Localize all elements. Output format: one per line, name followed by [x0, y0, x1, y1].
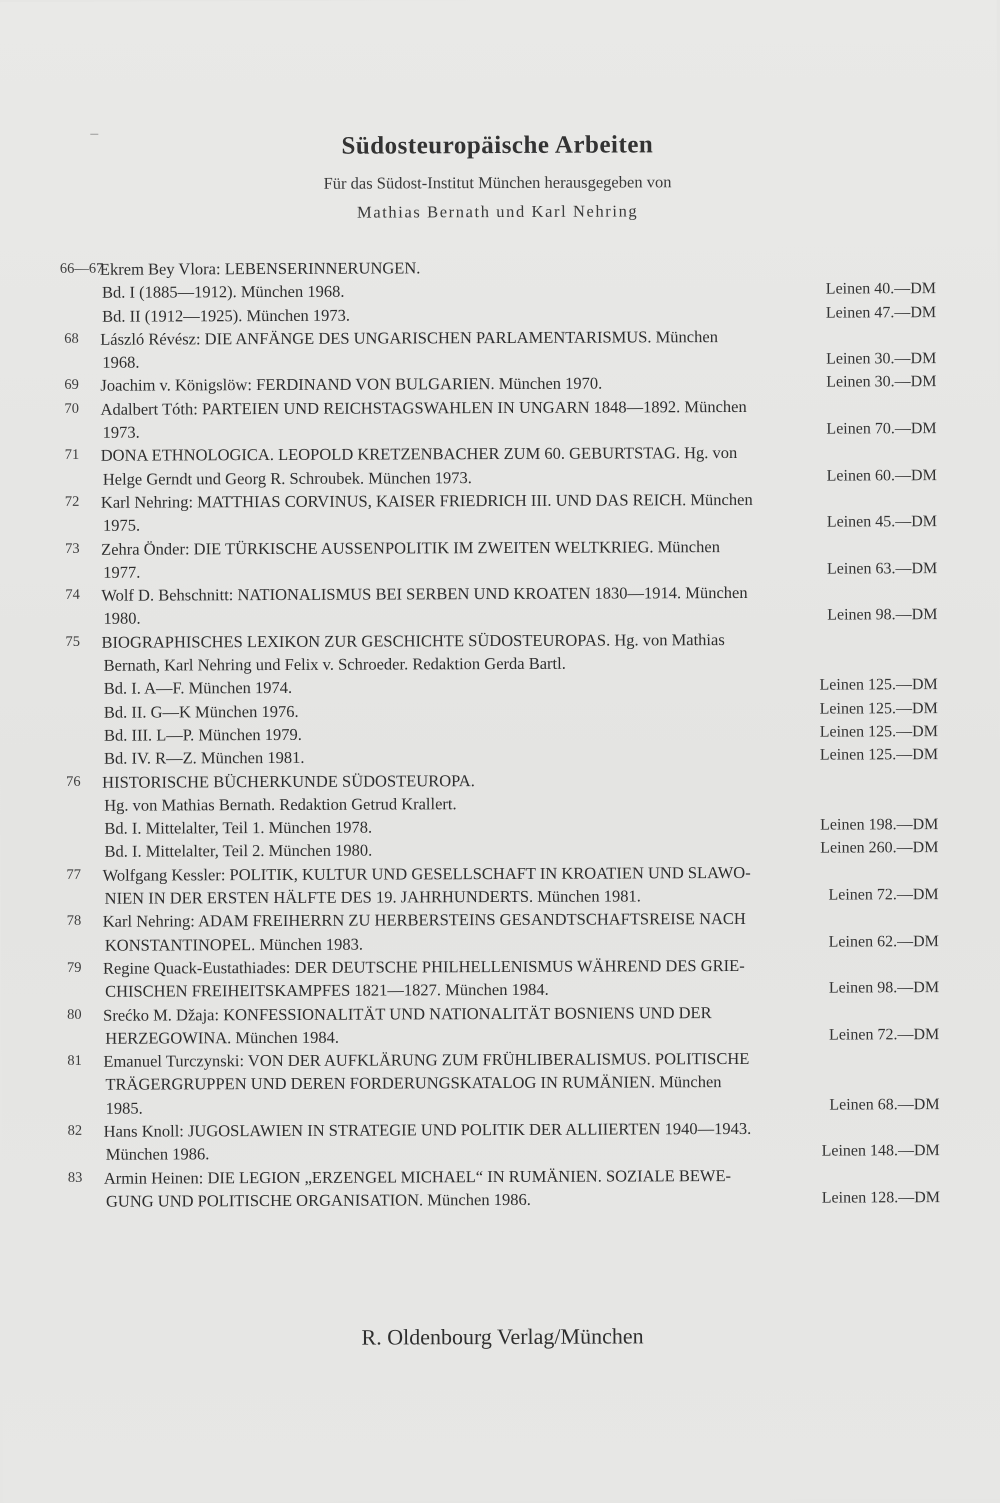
publication-entry [63, 1000, 939, 1050]
entry-text: Karl Nehring: MATTHIAS CORVINUS, KAISER FRIEDRICH III. UND DAS REICH. München [100, 489, 753, 512]
entry-number: 79 [66, 959, 82, 976]
entry-text: Joachim v. Königslöw: FERDINAND VON BULGARIEN. München 1970. [100, 374, 603, 396]
entry-number: 81 [67, 1052, 82, 1069]
publication-entry [64, 1116, 940, 1166]
entry-number: 76 [66, 773, 81, 790]
entry-number: 82 [67, 1122, 83, 1139]
publication-entry [60, 394, 936, 444]
entry-number: 77 [66, 866, 82, 883]
publication-entry [62, 767, 938, 864]
entry-text: Helge Gerndt und Georg R. Schroubek. München 1973. [102, 467, 472, 489]
entry-text: Bd. II (1912—1925). München 1973. [102, 305, 351, 326]
entry-text: München 1986. [105, 1144, 210, 1165]
entry-text: BIOGRAPHISCHES LEXIKON ZUR GESCHICHTE SÜDOSTEUROPAS. Hg. von Mathias [101, 629, 725, 652]
entry-text: Bd. I (1885—1912). München 1968. [101, 281, 345, 303]
entry-text: DONA ETHNOLOGICA. LEOPOLD KRETZENBACHER ZUM 60. GEBURTSTAG. Hg. von [100, 443, 738, 466]
publication-entry [62, 860, 938, 910]
entry-number: 69 [64, 377, 79, 394]
entry-text: Bd. IV. R—Z. München 1981. [103, 748, 305, 768]
entry-text: Karl Nehring: ADAM FREIHERRN ZU HERBERSTEINS GESANDTSCHAFTSREISE NACH [102, 909, 746, 932]
entry-text: NIEN IN DER ERSTEN HÄLFTE DES 19. JAHRHUNDERTS. München 1981. [104, 886, 641, 908]
entry-number: 80 [67, 1006, 82, 1023]
entry-text: CHISCHEN FREIHEITSKAMPFES 1821—1827. München 1984. [105, 979, 549, 1001]
entry-text: Bd. III. L—P. München 1979. [103, 724, 302, 745]
entry-text: 1977. [103, 562, 141, 582]
publication-entry [60, 254, 936, 328]
publication-entry [63, 1046, 939, 1120]
entry-number: 83 [67, 1169, 83, 1186]
entry-price: Leinen 148.—DM [821, 1142, 940, 1160]
entry-number: 73 [65, 540, 80, 557]
entry-price: Leinen 63.—DM [826, 559, 938, 578]
entry-text: Zehra Önder: DIE TÜRKISCHE AUSSENPOLITIK IM ZWEITEN WELTKRIEG. München [101, 536, 720, 559]
entry-text: Bd. I. A—F. München 1974. [103, 678, 293, 699]
entry-price: Leinen 30.—DM [826, 373, 937, 392]
entry-text: HISTORISCHE BÜCHERKUNDE SÜDOSTEUROPA. [102, 770, 475, 792]
entry-number: 78 [66, 913, 82, 930]
entry-text: Bd. II. G—K München 1976. [103, 701, 299, 722]
series-title: Südosteuropäische Arbeiten [341, 131, 654, 160]
entry-text: Wolfgang Kessler: POLITIK, KULTUR UND GESELLSCHAFT IN KROATIEN UND SLAWO- [102, 862, 751, 885]
entry-number: 71 [64, 447, 80, 464]
publication-entry [63, 906, 939, 956]
entry-text: 1985. [105, 1098, 143, 1118]
entry-text: 1973. [102, 422, 140, 442]
entry-number: 68 [64, 330, 79, 347]
entry-text: HERZEGOWINA. München 1984. [105, 1027, 340, 1048]
publication-list [60, 254, 940, 1213]
entry-text: Armin Heinen: DIE LEGION „ERZENGEL MICHAEL“ IN RUMÄNIEN. SOZIALE BEWE- [103, 1165, 732, 1188]
entry-number: 70 [64, 400, 80, 417]
entry-text: Bd. I. Mittelalter, Teil 1. München 1978. [104, 817, 373, 838]
entry-price: Leinen 70.—DM [826, 420, 937, 438]
entry-price: Leinen 72.—DM [829, 1025, 940, 1044]
entry-price: Leinen 125.—DM [819, 676, 938, 694]
entry-price: Leinen 68.—DM [829, 1095, 940, 1114]
entry-number: 66—67 [59, 260, 104, 277]
entry-text: Bd. I. Mittelalter, Teil 2. München 1980. [104, 840, 373, 862]
entry-text: Ekrem Bey Vlora: LEBENSERINNERUNGEN. [99, 258, 421, 279]
entry-text: TRÄGERGRUPPEN UND DEREN FORDERUNGSKATALOG IN RUMÄNIEN. München [105, 1072, 722, 1095]
publication-entry [61, 627, 938, 771]
series-editors: Mathias Bernath und Karl Nehring [356, 201, 639, 222]
publication-entry [63, 953, 939, 1003]
entry-price: Leinen 98.—DM [828, 979, 940, 997]
publisher-imprint: R. Oldenbourg Verlag/München [361, 1323, 644, 1350]
publication-entry [61, 487, 937, 537]
entry-text: Wolf D. Behschnitt: NATIONALISMUS BEI SERBEN UND KROATEN 1830—1914. München [101, 583, 748, 605]
publication-entry [61, 440, 937, 490]
publication-entry [61, 534, 937, 584]
publication-entry [60, 324, 936, 374]
entry-price: Leinen 45.—DM [826, 513, 938, 531]
entry-text: Hg. von Mathias Bernath. Redaktion Getrud Krallert. [104, 794, 457, 815]
series-subtitle: Für das Südost-Institut München herausgegeben von [323, 172, 672, 193]
entry-number: 72 [64, 493, 80, 510]
entry-price: Leinen 125.—DM [819, 746, 939, 764]
entry-price: Leinen 260.—DM [820, 839, 939, 858]
entry-text: Bernath, Karl Nehring und Felix v. Schroeder. Redaktion Gerda Bartl. [103, 653, 566, 675]
entry-price: Leinen 72.—DM [828, 886, 939, 904]
entry-price: Leinen 125.—DM [819, 699, 938, 718]
entry-price: Leinen 98.—DM [827, 606, 938, 625]
entry-number: 75 [65, 633, 81, 650]
entry-text: Srećko M. Džaja: KONFESSIONALITÄT UND NATIONALITÄT BOSNIENS UND DER [103, 1002, 712, 1025]
entry-price: Leinen 30.—DM [826, 350, 937, 368]
entry-text: 1980. [103, 609, 141, 629]
publication-entry [61, 580, 937, 630]
entry-price: Leinen 128.—DM [821, 1188, 940, 1207]
entry-text: 1968. [102, 352, 140, 372]
entry-price: Leinen 47.—DM [825, 303, 937, 322]
entry-price: Leinen 60.—DM [826, 466, 937, 485]
entry-price: Leinen 40.—DM [825, 280, 937, 298]
entry-text: GUNG UND POLITISCHE ORGANISATION. München 1986. [105, 1189, 531, 1211]
entry-number: 74 [65, 586, 80, 604]
entry-text: Hans Knoll: JUGOSLAWIEN IN STRATEGIE UND POLITIK DER ALLIIERTEN 1940—1943. [103, 1118, 752, 1141]
entry-price: Leinen 62.—DM [828, 932, 939, 951]
entry-text: László Révész: DIE ANFÄNGE DES UNGARISCHEN PARLAMENTARISMUS. München [100, 326, 718, 349]
entry-text: KONSTANTINOPEL. München 1983. [104, 934, 363, 955]
entry-price: Leinen 198.—DM [820, 816, 939, 834]
entry-text: 1975. [102, 515, 141, 535]
entry-text: Adalbert Tóth: PARTEIEN UND REICHSTAGSWAHLEN IN UNGARN 1848—1892. München [100, 396, 747, 419]
entry-price: Leinen 125.—DM [819, 723, 938, 741]
entry-text: Regine Quack-Eustathiades: DER DEUTSCHE PHILHELLENISMUS WÄHREND DES GRIE- [102, 955, 745, 978]
entry-line [64, 1186, 940, 1213]
publication-entry [64, 1163, 940, 1213]
entry-text: Emanuel Turczynski: VON DER AUFKLÄRUNG ZUM FRÜHLIBERALISMUS. POLITISCHE [103, 1049, 750, 1071]
